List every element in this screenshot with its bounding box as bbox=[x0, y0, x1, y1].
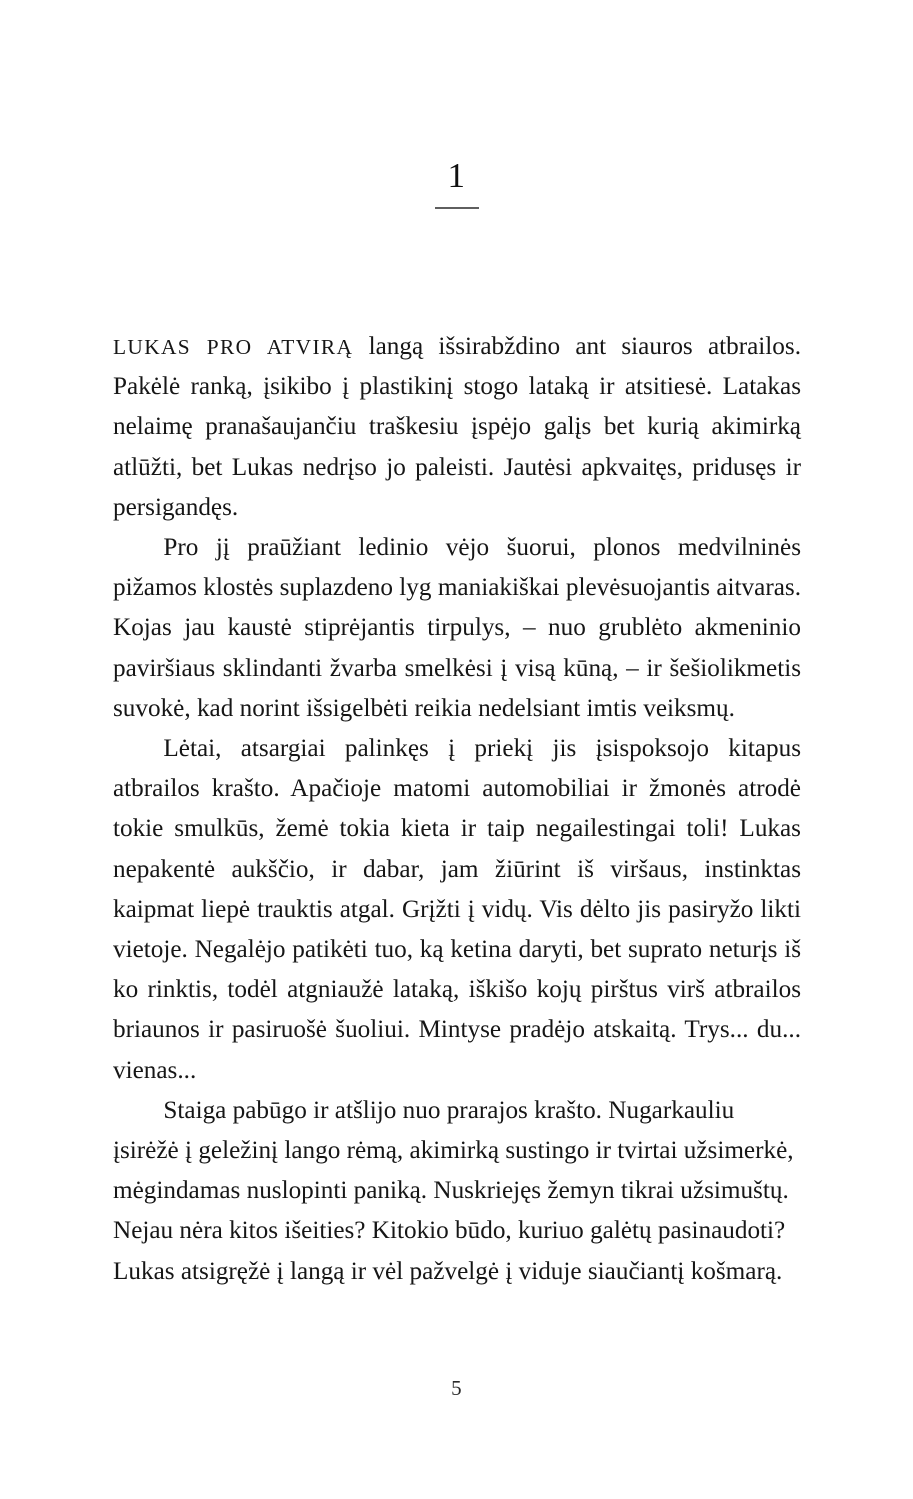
paragraph-3: Lėtai, atsargiai palinkęs į priekį jis įsispoksojo kitapus atbrailos krašto. Apačioje matomi automobiliai ir žmonės atrodė tokie smulkūs, žemė tokia kieta ir taip negailestingai toli! Lukas nepakentė aukščio, ir dabar, jam žiūrint iš viršaus, instinktas kaipmat liepė trauktis atgal. Grįžti į vidų. Vis dėlto jis pasiryžo likti vietoje. Negalėjo patikėti tuo, ką ketina daryti, bet suprato neturįs iš ko rinktis, todėl atgniaužė lataką, iškišo kojų pirštus virš atbrailos briaunos ir pasiruošė šuoliui. Mintyse pradėjo atskaitą. Trys... du... vienas... bbox=[113, 735, 801, 1084]
chapter-divider-rule bbox=[435, 207, 479, 209]
paragraph-1 bbox=[113, 327, 801, 528]
page-number: 5 bbox=[451, 1376, 462, 1400]
paragraph-2: Pro jį praūžiant ledinio vėjo šuorui, plonos medvilninės pižamos klostės suplazdeno lyg maniakiškai plevėsuojantis aitvaras. Kojas jau kaustė stiprėjantis tirpulys, – nuo grublėto akmeninio paviršiaus sklindanti žvarba smelkėsi į visą kūną, – ir šešiolikmetis suvokė, kad norint išsigelbėti reikia nedelsiant imtis veiksmų. bbox=[113, 534, 801, 722]
paragraph-4: Staiga pabūgo ir atšlijo nuo prarajos krašto. Nugarkauliu įsirėžė į geležinį lango rėmą, akimirką sustingo ir tvirtai užsimerkė, mėgindamas nuslopinti paniką. Nuskriejęs žemyn tikrai užsimuštų. Nejau nėra kitos išeities? Kitokio būdo, kuriuo galėtų pasinaudoti? Lukas atsigręžė į langą ir vėl pažvelgė į viduje siaučiantį košmarą. bbox=[113, 1096, 794, 1285]
paragraph-1-text: langą išsirabždino ant siauros atbrailos. Pakėlė ranką, įsikibo į plastikinį stogo lataką ir atsitiesė. Latakas nelaimę pranašaujančiu traškesiu įspėjo galįs bet kurią akimirką atlūžti, bet Lukas nedrįso jo paleisti. Jautėsi apkvaitęs, pridusęs ir persigandęs. bbox=[113, 333, 801, 521]
chapter-number: 1 bbox=[447, 156, 466, 195]
body-text-block bbox=[113, 327, 801, 1292]
chapter-heading bbox=[0, 158, 913, 209]
opening-small-caps: LUKAS PRO ATVIRĄ bbox=[113, 335, 354, 359]
